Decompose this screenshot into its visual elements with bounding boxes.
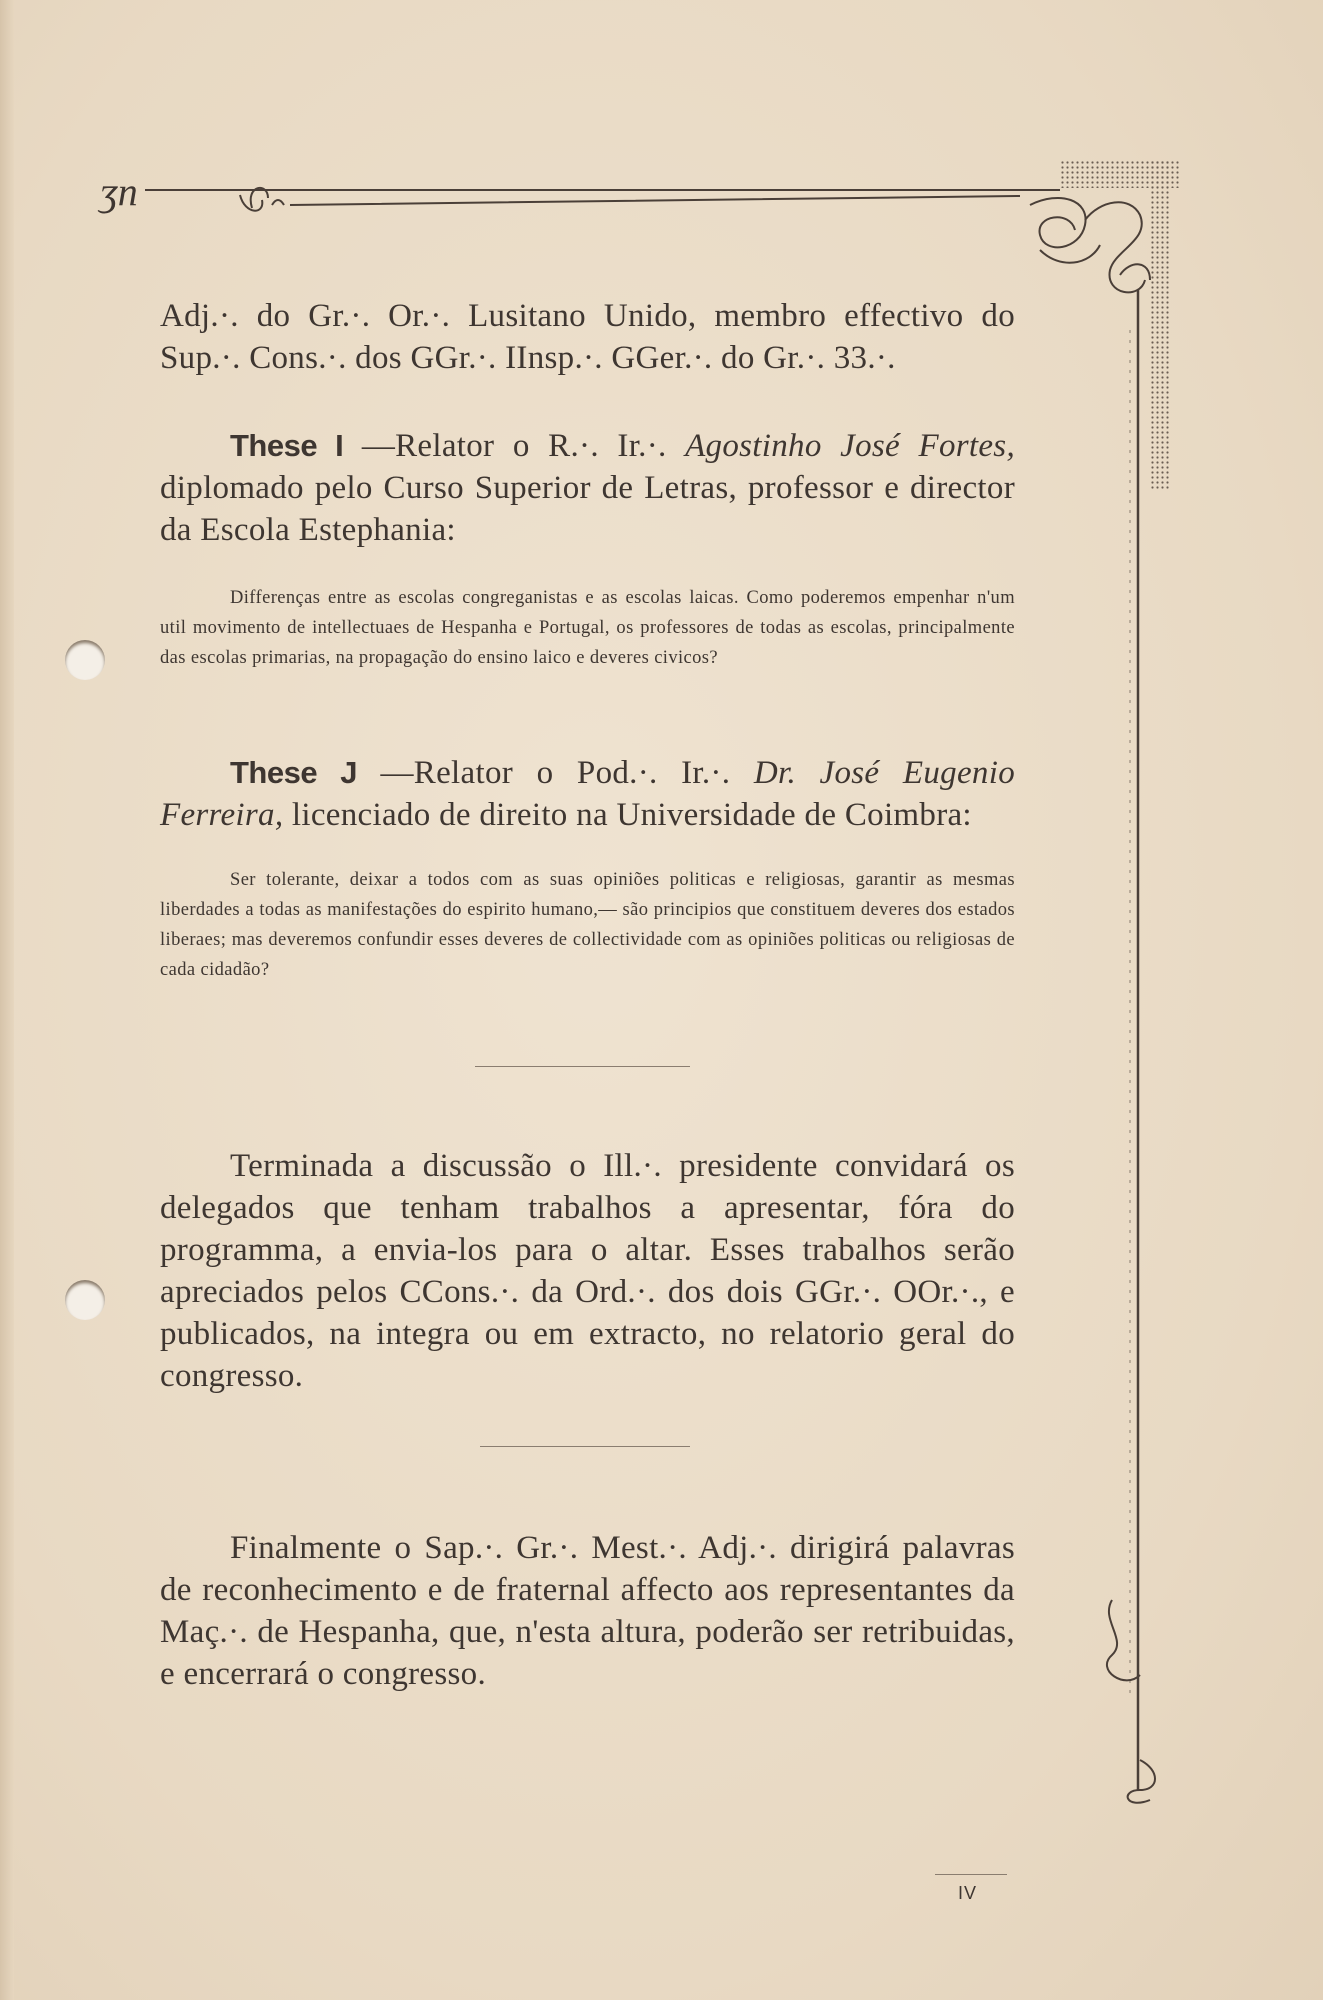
intro-text: Adj.·. do Gr.·. Or.·. Lusitano Unido, membro effectivo do Sup.·. Cons.·. dos GGr.·. IInsp.·. GGer.·. do Gr.·. 33.·.: [160, 298, 1015, 376]
these-i-body-text: Differenças entre as escolas congreganistas e as escolas laicas. Como poderemos empenhar n'um util movimento de intellectuaes de Hespanha e Portugal, os professores de todas as escolas, principalmente das escolas primarias, na propagação do ensino laico e deveres civicos?: [160, 588, 1015, 668]
these-i-relator-prefix: —Relator o R.·. Ir.·.: [343, 428, 686, 464]
these-j-body: [160, 865, 1015, 985]
corner-mark-icon: ʒn: [100, 169, 138, 214]
closing-1-text: Terminada a discussão o Ill.·. presidente convidará os delegados que tenham trabalhos a apresentar, fóra do programma, a envia-los para o altar. Esses trabalhos serão apreciados pelos CCons.·. da Ord.·. dos dois GGr.·. OOr.·., e publicados, na integra ou em extracto, no relatorio geral do congresso.: [160, 1148, 1015, 1394]
these-j-label: These J: [230, 755, 357, 790]
these-i-label: These I: [230, 428, 344, 463]
closing-paragraph-1: [160, 1145, 1015, 1397]
these-j-heading: [160, 752, 1015, 836]
intro-paragraph: [160, 295, 1015, 379]
these-j-relator-name: Dr. José Eugenio Ferreira,: [160, 755, 1015, 833]
these-i-body: [160, 583, 1015, 673]
page-number: IV: [958, 1883, 978, 1903]
page-number-rule: [935, 1874, 1007, 1875]
these-j-body-text: Ser tolerante, deixar a todos com as suas opiniões politicas e religiosas, garantir as mesmas liberdades a todas as manifestações do espirito humano,— são principios que constituem deveres dos estados liberaes; mas deveremos confundir esses deveres de collectividade com as opiniões politicas ou religiosas de cada cidadão?: [160, 870, 1015, 980]
these-j-relator-prefix: —Relator o Pod.·. Ir.·.: [356, 755, 754, 791]
section-divider: [480, 1446, 690, 1447]
these-i-heading: [160, 425, 1015, 551]
section-divider: [475, 1066, 690, 1067]
these-i-relator-name: Agostinho José Fortes,: [685, 428, 1015, 464]
these-i-relator-suffix: diplomado pelo Curso Superior de Letras, professor e director da Escola Estephania:: [160, 470, 1015, 548]
closing-2-text: Finalmente o Sap.·. Gr.·. Mest.·. Adj.·. dirigirá palavras de reconhecimento e de fraternal affecto aos representantes da Maç.·. de Hespanha, que, n'esta altura, poderão ser retribuidas, e encerrará o congresso.: [160, 1530, 1015, 1692]
closing-paragraph-2: [160, 1527, 1015, 1695]
these-j-relator-suffix: licenciado de direito na Universidade de Coimbra:: [283, 797, 972, 833]
